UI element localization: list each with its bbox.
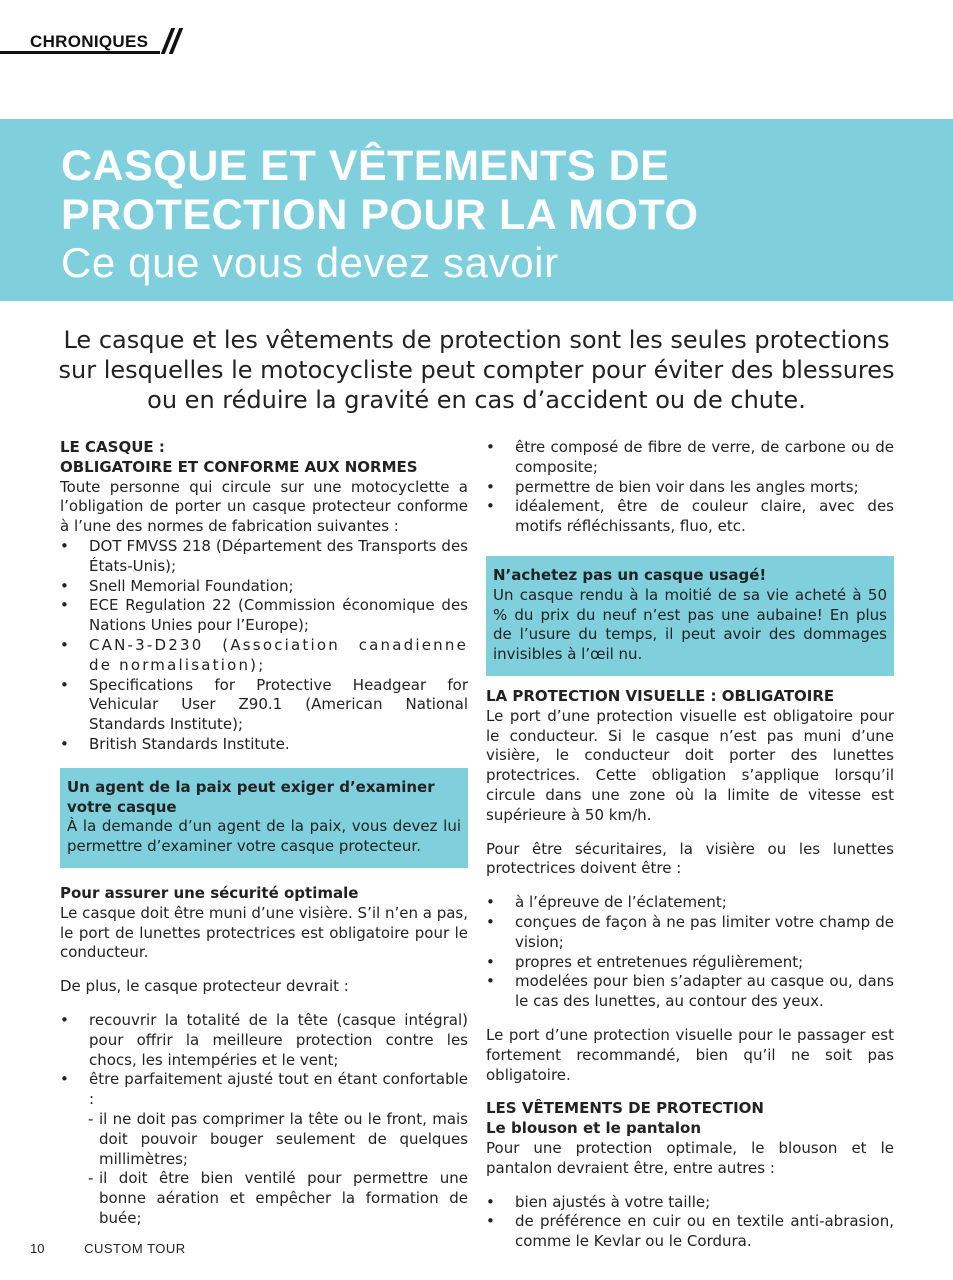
helmet-requirements-list: [60, 1011, 468, 1110]
page-footer: [30, 1241, 186, 1256]
list-item: • recouvrir la totalité de la tête (casque intégral) pour offrir la meilleure protection contre les chocs, les intempéries et le vent;: [60, 1011, 468, 1070]
intro-line: ou en réduire la gravité en cas d’accident ou de chute.: [147, 386, 806, 414]
list-item: • British Standards Institute.: [60, 735, 468, 755]
intro-line: Le casque et les vêtements de protection sont les seules protections: [63, 326, 890, 354]
list-item: • idéalement, être de couleur claire, avec des motifs réfléchissants, fluo, etc.: [486, 497, 894, 537]
clothing-requirements-list: [486, 1193, 894, 1252]
subsection-heading: Le blouson et le pantalon: [486, 1119, 702, 1138]
visor-requirements-list: [486, 893, 894, 1012]
paragraph: De plus, le casque protecteur devrait :: [60, 977, 349, 996]
title-line: PROTECTION POUR LA MOTO: [61, 191, 699, 239]
article-subtitle: Ce que vous devez savoir: [61, 239, 559, 286]
list-item: • DOT FMVSS 218 (Département des Transports des États-Unis);: [60, 537, 468, 577]
list-item: • propres et entretenues régulièrement;: [486, 953, 894, 973]
intro-paragraph: [40, 325, 913, 415]
publication-name: CUSTOM TOUR: [84, 1241, 186, 1256]
callout-box: [486, 556, 894, 676]
page-number: 10: [30, 1241, 45, 1256]
list-item: • de préférence en cuir ou en textile anti-abrasion, comme le Kevlar ou le Cordura.: [486, 1212, 894, 1252]
paragraph: Le casque doit être muni d’une visière. S’il n’en a pas, le port de lunettes protectrices est obligatoire pour le conducteur.: [60, 903, 468, 962]
list-item: • modelées pour bien s’adapter au casque ou, dans le cas des lunettes, au contour des yeux.: [486, 972, 894, 1012]
sublist-item: - il doit être bien ventilé pour permettre une bonne aération et empêcher la formation de buée;: [84, 1169, 468, 1228]
section-heading: LE CASQUE :: [60, 438, 165, 456]
fit-sublist: [84, 1110, 468, 1229]
paragraph: Pour être sécuritaires, la visière ou les lunettes protectrices doivent être :: [486, 839, 894, 878]
intro-line: sur lesquelles le motocycliste peut compter pour éviter des blessures: [58, 356, 895, 384]
section-label: CHRONIQUES: [30, 32, 149, 51]
list-item: • Snell Memorial Foundation;: [60, 577, 468, 597]
paragraph: Le port d’une protection visuelle pour le passager est fortement recommandé, bien qu’il ne soit pas obligatoire.: [486, 1025, 894, 1084]
section-heading: LES VÊTEMENTS DE PROTECTION: [486, 1099, 764, 1118]
list-item: • conçues de façon à ne pas limiter votre champ de vision;: [486, 913, 894, 953]
left-column: [60, 438, 468, 1229]
callout-heading: votre casque: [67, 797, 177, 816]
norms-list: [60, 537, 468, 755]
callout-heading: Un agent de la paix peut exiger d’examiner: [67, 777, 435, 796]
section-rubric: [0, 30, 182, 52]
subsection-heading: Pour assurer une sécurité optimale: [60, 883, 359, 902]
paragraph: Toute personne qui circule sur une motocyclette a l’obligation de porter un casque protecteur conforme à l’une des normes de fabrication suivantes :: [60, 477, 468, 536]
callout-heading: N’achetez pas un casque usagé!: [493, 565, 767, 584]
right-column: [486, 438, 894, 1252]
callout-box: [60, 768, 468, 868]
list-item: • Specifications for Protective Headgear for Vehicular User Z90.1 (American National Standards Institute);: [60, 676, 468, 735]
helmet-requirements-list-continued: [486, 438, 894, 537]
callout-text: À la demande d’un agent de la paix, vous devez lui permettre d’examiner votre casque protecteur.: [67, 817, 461, 856]
list-item: • permettre de bien voir dans les angles morts;: [486, 478, 894, 498]
sublist-item: - il ne doit pas comprimer la tête ou le front, mais doit pouvoir bouger seulement de quelques millimètres;: [84, 1110, 468, 1169]
title-line: CASQUE ET VÊTEMENTS DE: [61, 142, 670, 190]
paragraph: Le port d’une protection visuelle est obligatoire pour le conducteur. Si le casque n’est pas muni d’une visière, le conducteur doit porter des lunettes protectrices. Cette obligation s’applique lorsqu’il circule dans une zone où la limite de vitesse est supérieure à 50 km/h.: [486, 706, 894, 824]
list-item: • à l’épreuve de l’éclatement;: [486, 893, 894, 913]
list-item: • bien ajustés à votre taille;: [486, 1193, 894, 1213]
list-item: • CAN-3-D230 (Association canadienne de normalisation);: [60, 636, 468, 676]
list-item: • ECE Regulation 22 (Commission économique des Nations Unies pour l’Europe);: [60, 596, 468, 636]
callout-text: Un casque rendu à la moitié de sa vie acheté à 50 % du prix du neuf n’est pas une aubaine! En plus de l’usure du temps, il peut avoir des dommages invisibles à l’œil nu.: [493, 585, 887, 664]
list-item: • être parfaitement ajusté tout en étant confortable :: [60, 1070, 468, 1110]
section-heading: OBLIGATOIRE ET CONFORME AUX NORMES: [60, 457, 418, 476]
paragraph: Pour une protection optimale, le blouson et le pantalon devraient être, entre autres :: [486, 1138, 894, 1177]
section-heading: LA PROTECTION VISUELLE : OBLIGATOIRE: [486, 686, 835, 705]
article-title: [61, 142, 698, 240]
list-item: • être composé de fibre de verre, de carbone ou de composite;: [486, 438, 894, 478]
rubric-underline: [0, 51, 160, 54]
